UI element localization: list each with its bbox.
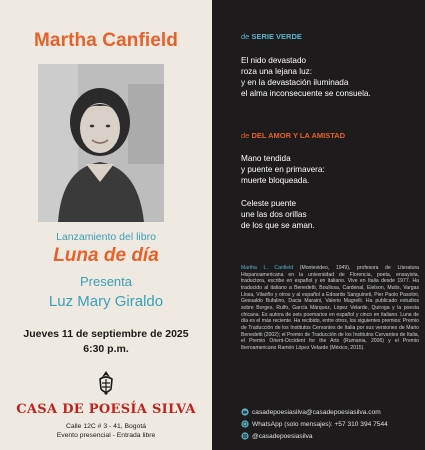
poem-line: Celeste puente xyxy=(241,199,297,208)
poem-line: muerte bloqueada. xyxy=(241,176,310,185)
event-date: Jueves 11 de septiembre de 2025 xyxy=(23,328,189,340)
poem-line: El nido devastado xyxy=(241,56,307,65)
presenter-name: Luz Mary Giraldo xyxy=(48,293,164,310)
email-text: casadepoesiasilva@casadepoesiasilva.com xyxy=(252,408,381,416)
address-line: Calle 12C # 3 - 41, Bogotá xyxy=(65,423,147,430)
crest-emblem-icon xyxy=(92,369,120,397)
poem-mano-tendida xyxy=(241,153,421,186)
contact-email[interactable] xyxy=(241,408,381,416)
instagram-icon xyxy=(241,432,249,440)
event-admission: Evento presencial - Entrada libre xyxy=(56,431,156,439)
venue-address xyxy=(0,423,212,440)
whatsapp-icon xyxy=(241,420,249,428)
section-heading-serie-verde xyxy=(241,32,302,41)
section-heading-amor-amistad xyxy=(241,131,345,140)
author-name: Martha Canfield xyxy=(33,30,179,51)
venue-logo: CASA DE POESÍA SILVA xyxy=(16,402,196,417)
section-prefix: de xyxy=(241,131,252,140)
poem-line: une las dos orillas xyxy=(241,210,307,219)
poem-line: Mano tendida xyxy=(241,154,291,163)
poem-celeste-puente xyxy=(241,198,421,231)
whatsapp-text: WhatsApp (solo mensajes): +57 310 394 7544 xyxy=(252,420,388,428)
author-photo xyxy=(38,64,164,222)
book-title: Luna de día xyxy=(53,245,159,266)
poem-line: el alma inconsecuente se consuela. xyxy=(241,89,371,98)
presenta-label: Presenta xyxy=(79,274,133,289)
contact-whatsapp[interactable] xyxy=(241,420,388,428)
poem-line: de los que se aman. xyxy=(241,221,315,230)
launch-label: Lanzamiento del libro xyxy=(56,231,156,243)
poem-line: roza una lejana luz: xyxy=(241,67,313,76)
section-title: SERIE VERDE xyxy=(251,32,302,41)
right-panel xyxy=(212,0,425,450)
left-panel xyxy=(0,0,212,450)
poem-line: y en la devastación iluminada xyxy=(241,78,349,87)
poem-serie-verde xyxy=(241,55,421,99)
email-icon xyxy=(241,408,249,416)
section-title: DEL AMOR Y LA AMISTAD xyxy=(251,131,346,140)
bio-author-name: Martha L. Canfield xyxy=(241,265,294,271)
instagram-text: @casadepoesiasilva xyxy=(252,432,313,440)
author-bio xyxy=(241,265,419,352)
poem-line: y puente en primavera: xyxy=(241,165,325,174)
bio-text: (Montevideo, 1949), profesora de Literatura Hispanoamericana en la universidad de Florencia, poeta, ensayista, traductora, escribe en español y en italiano. Vive en Italia desde 1977. Ha traducido al italiano a Benedetti, Boullosa, Cardenal, Eielson, Mutis, Vargas Llosa, Vilariño y otros y al español a Edoardo Sanguineti, Pier Paolo Pasolini, Gesualdo Bufalino, Dacia Maraini, Valerio Magrelli. Ha publicado estudios sobre Borges, Rulfo, García Márquez, López Velarde, Quiroga y la poesía chicana. Es autora de seis poemarios en español y cinco en italiano. Luna de día es el más reciente. Ha recibido, entre otros, los siguientes premios: Premio de Traducción de los Institutos Cervantes de Italia por sus versiones de Mario Benedetti (2002); el Premio de Traducción de los Institutos Cervantes de Italia, el Premio Orient-Occident for the Arts (Rumania, 2006) y el Premio Iberoamericano Ramón López Velarde (México, 2015). xyxy=(241,265,419,351)
section-prefix: de xyxy=(241,32,252,41)
event-time: 6:30 p.m. xyxy=(83,343,129,355)
contact-instagram[interactable] xyxy=(241,432,313,440)
